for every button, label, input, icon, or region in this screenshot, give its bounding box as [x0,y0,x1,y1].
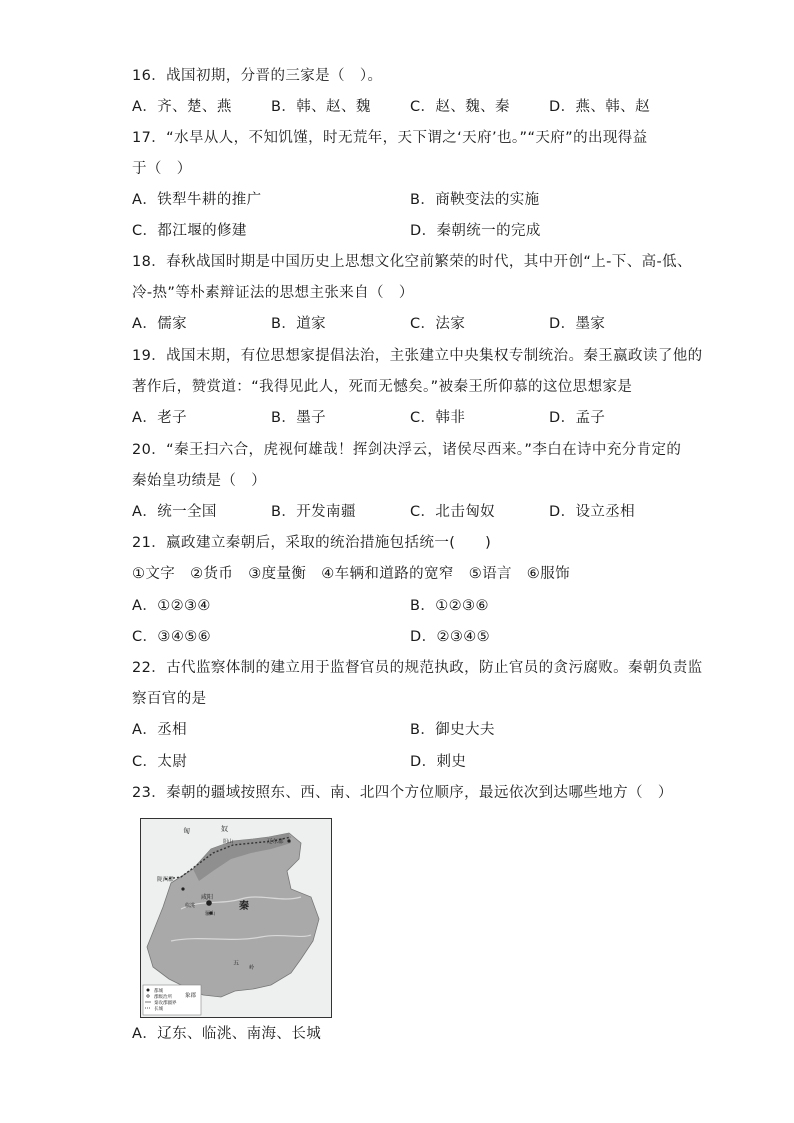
label-lishan: 骊山 [205,911,216,917]
label-xiong: 匈 [183,827,190,835]
q20-option-b[interactable]: B．开发南疆 [271,504,356,520]
q22-option-a[interactable]: A．丞相 [132,722,188,738]
qin-territory-map [140,818,332,1018]
q22-option-c[interactable]: C．太尉 [132,754,188,770]
q17-option-d[interactable]: D．秦朝统一的完成 [410,223,541,239]
legend-border: 秦攻郡疆界 [154,1001,177,1006]
q23-stem-line1: 23．秦朝的疆域按照东、西、南、北四个方位顺序，最远依次到达哪些地方（ ） [132,785,673,801]
q18-option-a[interactable]: A．儒家 [132,316,188,332]
q19-option-d[interactable]: D．孟子 [549,410,606,426]
q18-option-b[interactable]: B．道家 [271,316,327,332]
q16-option-d[interactable]: D．燕、韩、赵 [549,99,650,115]
q20-stem-line2: 秦始皇功绩是（ ） [132,473,267,489]
q18-option-c[interactable]: C．法家 [410,316,466,332]
label-longxi: 陇西郡 [157,877,174,883]
q20-stem-line1: 20．“秦王扫六合，虎视何雄哉！挥剑决浮云，诸侯尽西来。”李白在诗中充分肯定的 [132,442,682,458]
q16-stem-line1: 16．战国初期，分晋的三家是（ ）。 [132,68,383,84]
q22-option-b[interactable]: B．御史大夫 [410,722,495,738]
label-qin: 秦 [239,901,249,912]
q17-option-a[interactable]: A．铁犁牛耕的推广 [132,192,262,208]
legend-capital: 都城 [154,989,163,994]
map-legend [143,985,201,1015]
q19-option-a[interactable]: A．老子 [132,410,188,426]
label-ling: 岭 [249,965,255,971]
q20-option-c[interactable]: C．北击匈奴 [410,504,496,520]
q19-option-b[interactable]: B．墨子 [271,410,327,426]
q17-option-b[interactable]: B．商鞅变法的实施 [410,192,540,208]
q20-option-a[interactable]: A．统一全国 [132,504,217,520]
q21-stem-line1: 21．嬴政建立秦朝后，采取的统治措施包括统一( ) [132,535,492,551]
q18-stem-line1: 18．春秋战国时期是中国历史上思想文化空前繁荣的时代，其中开创“上-下、高-低、 [132,254,692,270]
q21-stem-line2: ①文字 ②货币 ③度量衡 ④车辆和道路的宽窄 ⑤语言 ⑥服饰 [132,566,570,582]
q21-option-d[interactable]: D．②③④⑤ [410,629,491,645]
q22-stem-line1: 22．古代监察体制的建立用于监督官员的规范执政，防止官员的贪污腐败。秦朝负责监 [132,660,703,676]
q18-option-d[interactable]: D．墨家 [549,316,606,332]
q16-option-c[interactable]: C．赵、魏、秦 [410,99,510,115]
label-xiangjun: 象郡 [185,993,197,999]
label-nu: 奴 [221,825,228,833]
legend-wall: 长城 [154,1007,163,1012]
q21-option-b[interactable]: B．①②③⑥ [410,598,489,614]
q19-option-c[interactable]: C．韩非 [410,410,466,426]
label-lintao: 临洮 [185,903,196,909]
q17-option-c[interactable]: C．都江堰的修建 [132,223,247,239]
q18-stem-line2: 冷-热”等朴素辩证法的思想主张来自（ ） [132,285,414,301]
q22-option-d[interactable]: D．刺史 [410,754,467,770]
q16-option-a[interactable]: A．齐、楚、燕 [132,99,232,115]
q19-stem-line1: 19．战国末期，有位思想家提倡法治，主张建立中央集权专制统治。秦王嬴政读了他的 [132,348,703,364]
q22-stem-line2: 察百官的是 [132,691,207,707]
q20-option-d[interactable]: D．设立丞相 [549,504,636,520]
label-liaodong: 辽东郡 [267,839,284,845]
q17-stem-line2: 于（ ） [132,161,192,177]
label-xianyang: 咸阳 [201,894,214,901]
q21-option-c[interactable]: C．③④⑤⑥ [132,629,212,645]
label-yinshan: 阴山 [223,839,234,845]
q23-option-a[interactable]: A．辽东、临洮、南海、长城 [132,1026,322,1042]
q19-stem-line2: 著作后，赞赏道：“我得见此人，死而无憾矣。”被秦王所仰慕的这位思想家是 [132,379,633,395]
q21-option-a[interactable]: A．①②③④ [132,598,211,614]
q16-option-b[interactable]: B．韩、赵、魏 [271,99,371,115]
q17-stem-line1: 17．“水旱从人，不知饥馑，时无荒年，天下谓之‘天府’也。”“天府”的出现得益 [132,130,648,146]
label-wu: 五 [233,960,240,967]
capital-marker [206,900,212,906]
legend-prefecture: 郡级治所 [154,995,172,1000]
